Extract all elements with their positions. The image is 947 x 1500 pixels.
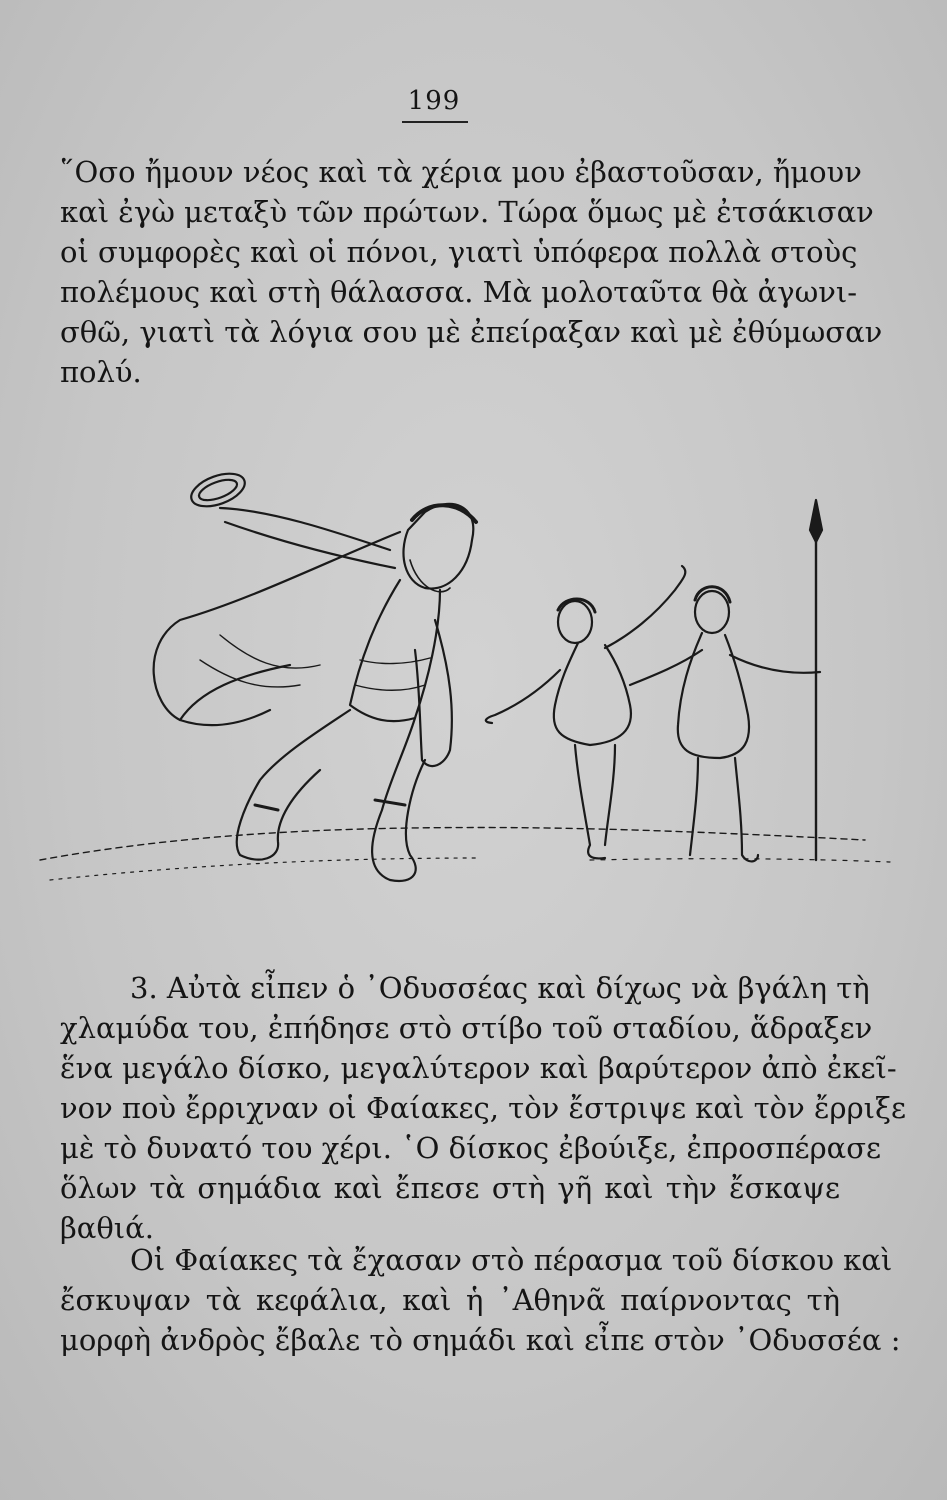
text-line: σθῶ, γιατὶ τὰ λόγια σου μὲ ἐπείραξαν καὶ μὲ ἐθύμωσαν — [60, 315, 883, 349]
text-line: πολύ. — [60, 355, 142, 389]
text-line: Οἱ Φαίακες τὰ ἔχασαν στὸ πέρασμα τοῦ δίσκου καὶ — [130, 1243, 893, 1277]
text-line: ὅλων τὰ σημάδια καὶ ἔπεσε στὴ γῆ καὶ τὴν ἔσκαψε — [60, 1171, 840, 1205]
paragraph-1 — [60, 152, 883, 392]
discus-thrower-illustration — [30, 460, 900, 920]
text-line: μορφὴ ἀνδρὸς ἔβαλε τὸ σημάδι καὶ εἶπε στὸν ᾿Οδυσσέα : — [60, 1323, 901, 1357]
text-line: βαθιά. — [60, 1211, 154, 1245]
text-line: χλαμύδα του, ἐπήδησε στὸ στίβο τοῦ σταδίου, ἅδραξεν — [60, 1011, 873, 1045]
text-line: μὲ τὸ δυνατό του χέρι. ῾Ο δίσκος ἐβούιξε, ἐπροσπέρασε — [60, 1131, 882, 1165]
text-line: πολέμους καὶ στὴ θάλασσα. Μὰ μολοταῦτα θὰ ἀγωνι- — [60, 275, 858, 309]
text-line: ῞Οσο ἤμουν νέος καὶ τὰ χέρια μου ἐβαστοῦσαν, ἤμουν — [60, 155, 862, 189]
page-number: 199 — [407, 86, 461, 116]
text-line: καὶ ἐγὼ μεταξὺ τῶν πρώτων. Τώρα ὅμως μὲ ἐτσάκισαν — [60, 195, 874, 229]
paragraph-2 — [60, 968, 906, 1248]
page-number-rule — [402, 121, 468, 123]
text-line: ἕνα μεγάλο δίσκο, μεγαλύτερον καὶ βαρύτερον ἀπὸ ἐκεῖ- — [60, 1051, 897, 1085]
paragraph-3 — [60, 1240, 901, 1360]
text-line: 3. Αὐτὰ εἶπεν ὁ ᾿Οδυσσέας καὶ δίχως νὰ βγάλη τὴ — [130, 971, 870, 1005]
text-line: οἱ συμφορὲς καὶ οἱ πόνοι, γιατὶ ὑπόφερα πολλὰ στοὺς — [60, 235, 858, 269]
text-line: ἔσκυψαν τὰ κεφάλια, καὶ ἡ ᾿Αθηνᾶ παίρνοντας τὴ — [60, 1283, 840, 1317]
text-line: νον ποὺ ἔρριχναν οἱ Φαίακες, τὸν ἔστριψε καὶ τὸν ἔρριξε — [60, 1091, 906, 1125]
